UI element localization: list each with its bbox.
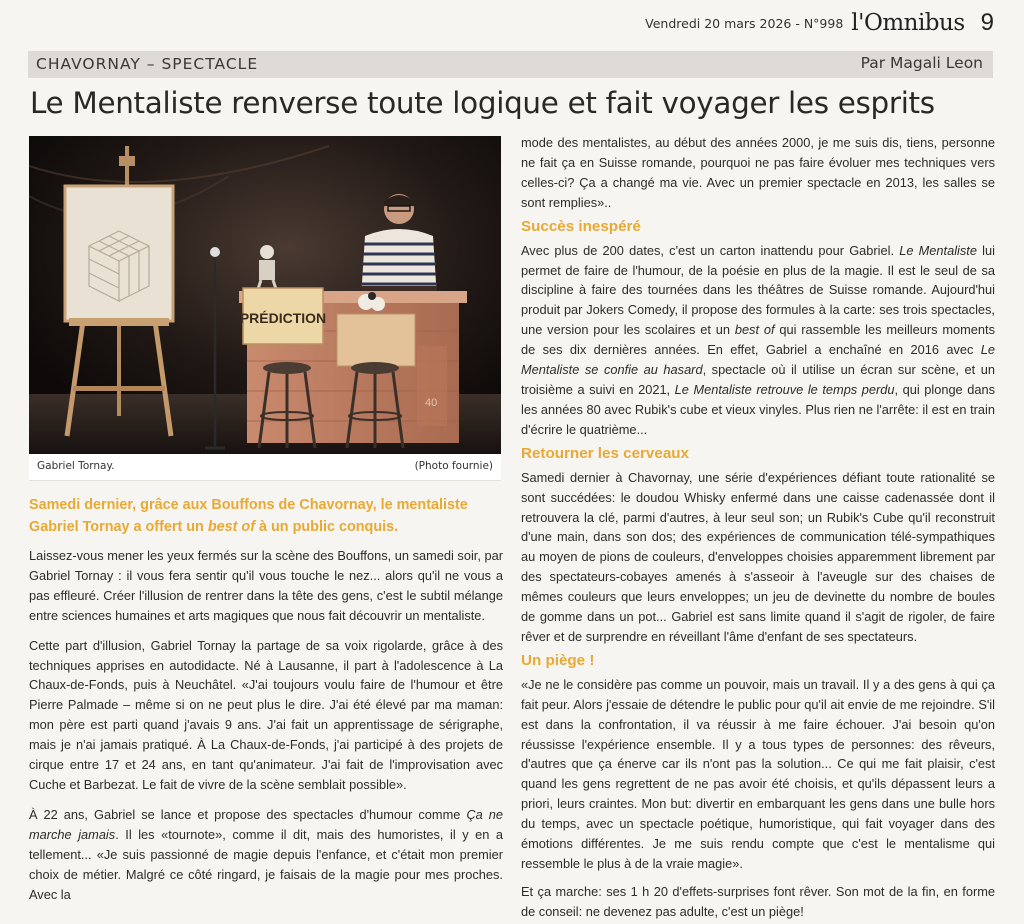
section-banner (28, 51, 993, 78)
subheading-piege: Un piège ! (521, 651, 595, 669)
caption-subject: Gabriel Tornay. (37, 460, 115, 472)
subheading-succes: Succès inespéré (521, 217, 641, 235)
photo-caption (29, 454, 501, 481)
show-title: Le Mentaliste retrouve le temps perdu (674, 381, 895, 397)
masthead (645, 6, 994, 40)
headline: Le Mentaliste renverse toute logique et fait voyager les esprits (30, 86, 935, 120)
lede-italic: best of (207, 518, 256, 535)
paragraph (29, 805, 503, 905)
show-title: Le Mentaliste (899, 242, 977, 258)
paragraph-text: À 22 ans, Gabriel se lance et propose des spectacles d'humour comme (29, 806, 467, 822)
crate-label: 40 (425, 397, 438, 409)
paragraph-text: . Il les «tournote», comme il dit, mais des humoristes, il y en a tellement... «Je suis passionné de magie depuis l'enfance, et c'était mon premier choix de métier. Malgré ce côté ringard, je faisais de la magie pour mes proches. Avec la (29, 826, 503, 902)
lede-text-end: à un public conquis. (255, 518, 399, 535)
paragraph: mode des mentalistes, au début des années 2000, je me suis dis, tiens, personne ne fait ça en Suisse romande, pourquoi ne pas faire évoluer mes techniques vers celles-ci? Ça a changé ma vie. Avec un premier spectacle en 2013, les salles se sont remplies».. (521, 135, 995, 210)
prediction-sign: PRÉDICTION (239, 310, 327, 326)
paragraph (521, 241, 995, 440)
article-lede (29, 495, 499, 538)
paragraph-text: Avec plus de 200 dates, c'est un carton inattendu pour Gabriel. (521, 242, 900, 258)
page-number: 9 (980, 9, 994, 36)
show-title: best of (734, 322, 775, 338)
paragraph-text: lui permet de faire de l'humour, de la poésie en plus de la magie. Il est le seul de sa discipline à faire des tournées dans les théâtres de Suisse romande. Aujourd'hui produit par Jokers Comedy, il propose des formules à la carte: ses trois spectacles, une version pour les scolaires et un (521, 242, 995, 338)
paragraph-text: , spectacle où il utilise un écran sur scène, et un troisième a suivi en 2021, (521, 362, 995, 397)
paragraph: Laissez-vous mener les yeux fermés sur la scène des Bouffons, un samedi soir, par Gabriel Tornay : il vous fera sentir qu'il vous touche le nez... alors qu'il ne vous a pas effleuré. Créer l'illusion de rentrer dans la tête des gens, c'est le subtil mélange entre sciences humaines et arts magiques que nous fait découvrir un mentaliste. (29, 548, 503, 623)
lede-text: Samedi dernier, grâce aux Bouffons de Chavornay, le mentaliste Gabriel Tornay a offert un (29, 497, 468, 535)
paragraph: «Je ne le considère pas comme un pouvoir, mais un travail. Il y a des gens à qui ça fait peur. Alors j'essaie de détendre le public pour qu'il ait envie de me rejoindre. S'il est dans la confrontation, il va réussir à me faire échouer. J'ai besoin qu'on réussisse l'expérience ensemble. Il y a tous types de personnes: des rêveurs, d'autres que ça énerve car ils n'ont pas la solution... Ce qui me fait plaisir, c'est quand les gens regrettent de ne pas avoir été choisis, et qu'ils dépassent leurs a priori, leurs craintes. Mon but: divertir en embarquant les gens dans une bulle hors du temps, avec un spectacle poétique, humoristique, qui fait voyager dans des émotions différentes. Je me suis rendu compte que c'est le mentalisme qui ressemble le plus à de la vraie magie». (521, 676, 995, 871)
show-title: Ça ne marche jamais (29, 806, 503, 842)
byline: Par Magali Leon (860, 54, 983, 72)
newspaper-logo: l'Omnibus (851, 9, 965, 36)
caption-credit: (Photo fournie) (414, 460, 493, 472)
paragraph-final: Et ça marche: ses 1 h 20 d'effets-surprises font rêver. Son mot de la fin, en forme de conseil: ne devenez pas adulte, c'est un piège! (521, 883, 995, 919)
paragraph: Samedi dernier à Chavornay, une série d'expériences défiant toute rationalité se sont succédées: le doudou Whisky enfermé dans une caisse cadenassée dont il retrouvera la clé, parmi d'autres, à leur seul son; un Rubik's Cube qu'il reconstruit d'une main, dans son dos; des expériences de communication télé-sympathiques au moyen de pions de couleurs, d'enveloppes choisies apparemment librement par des spectateurs-cobayes amenés à s'asseoir à l'aveugle sur des chaises de mêmes couleurs que leurs enveloppes; un jeu de devinette du nombre de boules de gomme dans un pot... Gabriel est sans limite quand il s'agit de rigoler, de faire rêver et de surprendre en réveillant l'âme d'enfant de ses spectateurs. (521, 469, 995, 644)
article-column-right (521, 133, 995, 924)
paragraph-text: , qui plonge dans les années 80 avec Rubik's cube et vieux vinyles. Plus rien ne l'arrête: il est en train d'écrire le quatrième... (521, 381, 995, 437)
paragraph: Cette part d'illusion, Gabriel Tornay la partage de sa voix rigolarde, grâce à des techniques apprises en autodidacte. Né à Lausanne, il part à l'adolescence à La Chaux-de-Fonds, puis à Neuchâtel. «J'ai toujours voulu faire de l'humour et être Pierre Palmade – même si on ne peut plus le dire. J'ai été élevé par ma maman: mon père est parti quand j'avais 9 ans. J'ai fait un apprentissage de sérigraphe, mais je n'ai jamais pratiqué. À La Chaux-de-Fonds, j'ai participé à des projets de cirque entre 17 et 24 ans, en tant qu'animateur. J'ai fait de l'improvisation avec Cuche et Barbezat. Le fait de vivre de la scène semblait possible». (29, 637, 503, 792)
issue-date: Vendredi 20 mars 2026 - N°998 (645, 15, 844, 31)
section-label: CHAVORNAY – SPECTACLE (36, 55, 259, 73)
show-title: Le Mentaliste se confie au hasard (521, 342, 995, 378)
stage-illustration (29, 136, 501, 454)
subheading-retourner: Retourner les cerveaux (521, 444, 689, 462)
article-column-left (29, 546, 503, 914)
paragraph-text: qui rassemble les meilleurs moments de ses dix dernières années. En effet, Gabriel a enchaîné en 2016 avec (521, 322, 995, 358)
article-photo (29, 136, 501, 454)
